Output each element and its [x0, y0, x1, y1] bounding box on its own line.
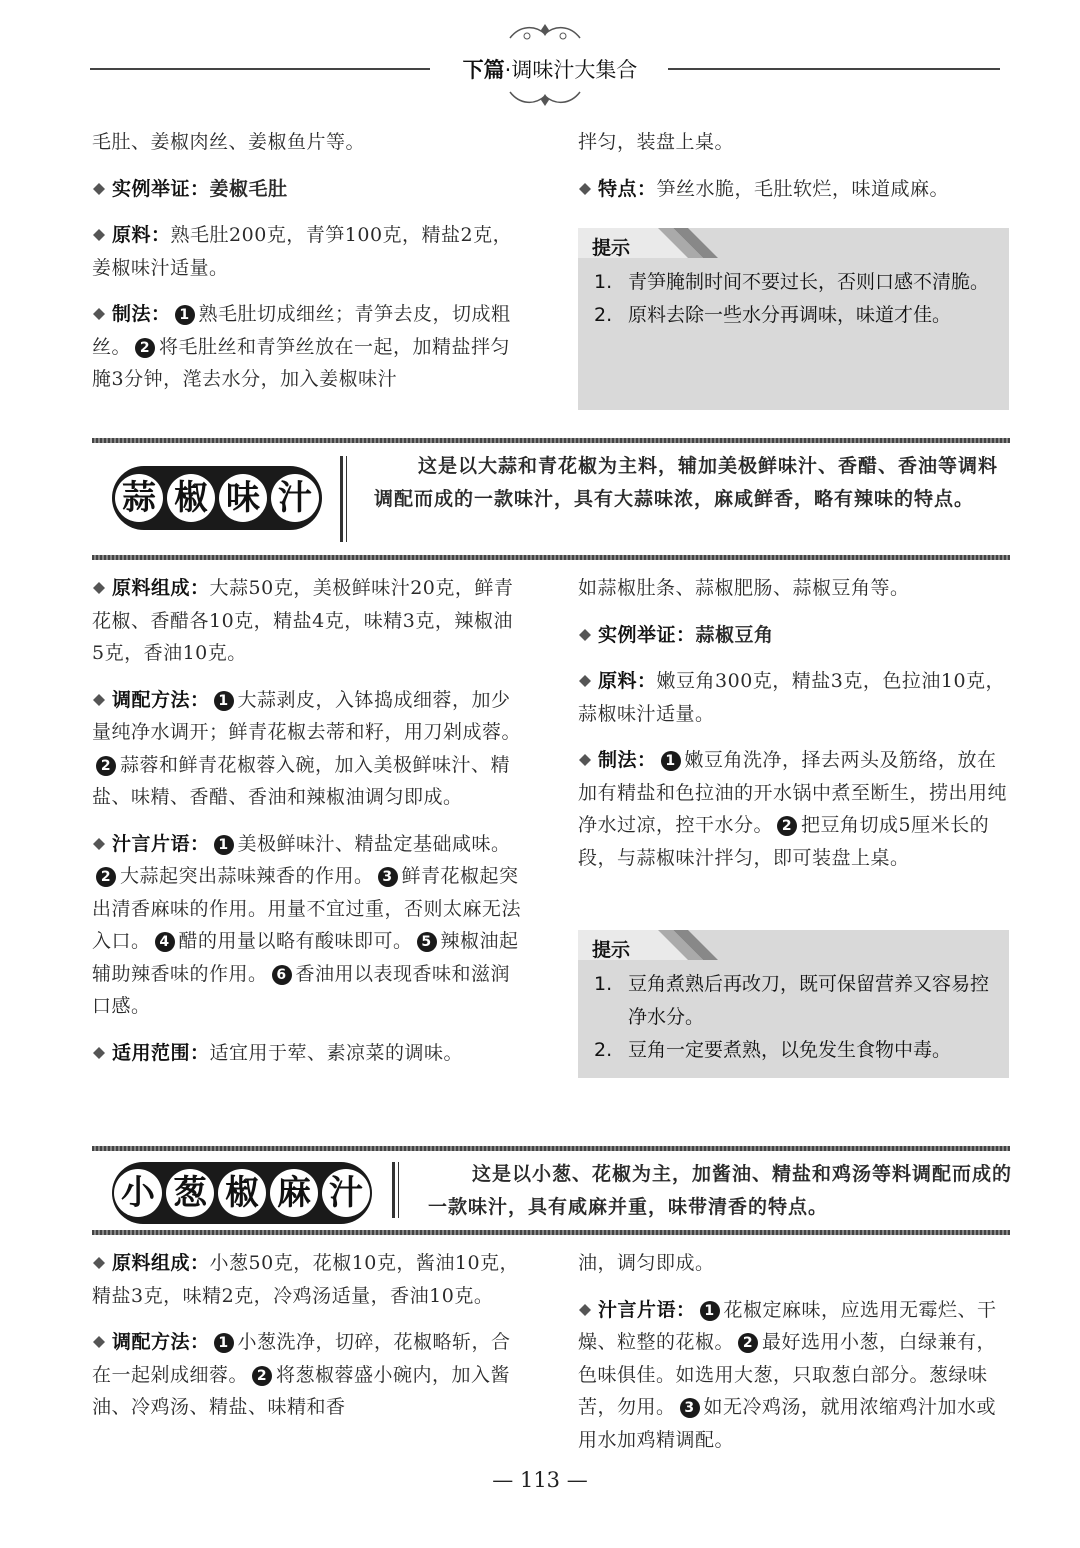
tip-item: [594, 266, 997, 299]
tip-item-number: 1.: [594, 973, 613, 995]
section1-divider: [340, 456, 343, 542]
section1-divider: [346, 456, 347, 542]
text: 蒜椒豆角: [695, 623, 774, 646]
tip-item-text: 青笋腌制时间不要过长，否则口感不清脆。: [628, 271, 990, 293]
section1-right-column: [578, 572, 1010, 888]
text: 如无冷鸡汤，就用浓缩鸡汁加水或用水加鸡精调配。: [578, 1396, 997, 1451]
step-number-2-icon: 2: [96, 756, 116, 776]
text: 拌匀，装盘上桌。: [578, 131, 735, 153]
paragraph: [92, 1037, 524, 1070]
section2-intro: 这是以小葱、花椒为主，加酱油、精盐和鸡汤等料调配而成的一款味汁，具有咸麻并重，味带清香的特点。: [428, 1163, 1013, 1218]
step-number-2-icon: 2: [96, 867, 116, 887]
header-separator: ·: [504, 58, 512, 82]
text: 大蒜剥皮，入钵捣成细蓉，加少量纯净水调开；鲜青花椒去蒂和籽，用刀剁成蓉。: [92, 688, 522, 743]
step-number-3-icon: 3: [378, 867, 398, 887]
label: 实例举证：: [598, 623, 696, 646]
title-char: 葱: [166, 1169, 214, 1217]
paragraph: [578, 619, 1010, 652]
header-series: 下篇: [462, 58, 505, 82]
section1-left-column: [92, 572, 524, 1083]
text: 嫩豆角洗净，择去两头及筋络，放在加有精盐和色拉油的开水锅中煮至断生，捞出用纯净水过凉，控干水分。: [578, 749, 1008, 836]
step-number-3-icon: 3: [680, 1398, 700, 1418]
section2-right-column: [578, 1247, 1010, 1470]
diamond-bullet-icon: [578, 1295, 592, 1309]
section0-left-column: [92, 126, 524, 410]
step-number-1-icon: 1: [700, 1301, 720, 1321]
section2-divider: [392, 1162, 395, 1218]
diamond-bullet-icon: [578, 620, 592, 634]
tip-item-text: 原料去除一些水分再调味，味道才佳。: [628, 304, 952, 326]
step-number-4-icon: 4: [155, 932, 175, 952]
step-number-1-icon: 1: [214, 691, 234, 711]
text: 香油用以表现香味和滋润口感。: [92, 962, 511, 1017]
step-number-1-icon: 1: [661, 751, 681, 771]
diamond-bullet-icon: [578, 666, 592, 680]
text: 油，调匀即成。: [578, 1252, 715, 1274]
running-header: [440, 54, 660, 84]
text: 辣椒油起辅助辣香味的作用。: [92, 930, 519, 985]
step-number-2-icon: 2: [738, 1333, 758, 1353]
header-title: 调味汁大集合: [511, 58, 638, 82]
step-number-1-icon: 1: [175, 305, 195, 325]
diamond-bullet-icon: [92, 174, 106, 188]
tip-item-number: 1.: [594, 271, 613, 293]
label: 汁言片语：: [598, 1298, 696, 1321]
text: 姜椒毛肚: [209, 177, 288, 200]
text: 鲜青花椒起突出清香麻味的作用。用量不宜过重，否则太麻无法入口。: [92, 865, 522, 952]
tip-item-text: 豆角煮熟后再改刀，既可保留营养又容易控净水分。: [628, 973, 990, 1028]
paragraph: [92, 1326, 524, 1424]
header-ornament-bottom: [505, 84, 585, 110]
text: 大蒜起突出蒜味辣香的作用。: [120, 865, 374, 887]
diamond-bullet-icon: [578, 174, 592, 188]
diamond-bullet-icon: [92, 299, 106, 313]
text: 熟毛肚200克，青笋100克，精盐2克，姜椒味汁适量。: [92, 224, 513, 279]
text: 美极鲜味汁、精盐定基础咸味。: [237, 832, 511, 855]
title-char: 小: [114, 1169, 162, 1217]
step-number-5-icon: 5: [417, 932, 437, 952]
tip-title: 提示: [592, 237, 631, 259]
label: 调配方法：: [112, 688, 210, 711]
paragraph: [578, 572, 1010, 605]
section1-intro: 这是以大蒜和青花椒为主料，辅加美极鲜味汁、香醋、香油等调料调配而成的一款味汁，具有大蒜味浓，麻咸鲜香，略有辣味的特点。: [374, 455, 999, 510]
section2-left-column: [92, 1247, 524, 1438]
tip-box: [578, 930, 1009, 1078]
diamond-bullet-icon: [92, 220, 106, 234]
step-number-2-icon: 2: [777, 816, 797, 836]
paragraph: [92, 572, 524, 670]
step-number-2-icon: 2: [252, 1366, 272, 1386]
header-ornament-top: [505, 20, 585, 46]
paragraph: [92, 298, 524, 396]
text: 小葱洗净，切碎，花椒略斩，合在一起剁成细蓉。: [92, 1331, 511, 1386]
paragraph: [92, 126, 524, 159]
tip-item: [594, 299, 997, 332]
header-line-left: [90, 68, 430, 70]
text: 蒜蓉和鲜青花椒蓉入碗，加入美极鲜味汁、精盐、味精、香醋、香油和辣椒油调匀即成。: [92, 753, 511, 808]
tip-item: [594, 1034, 997, 1067]
tip-list: [594, 968, 997, 1067]
label: 调配方法：: [112, 1331, 210, 1353]
text: 大蒜50克，美极鲜味汁20克，鲜青花椒、香醋各10克，精盐4克，味精3克，辣椒油5克，香油10克。: [92, 577, 514, 664]
tip-item-number: 2.: [594, 304, 613, 326]
text: 毛肚、姜椒肉丝、姜椒鱼片等。: [92, 131, 366, 153]
section2-bottom-rule: [92, 1230, 1010, 1235]
step-number-1-icon: 1: [214, 835, 234, 855]
title-char: 味: [219, 474, 267, 522]
label: 原料：: [598, 670, 657, 692]
diamond-bullet-icon: [92, 573, 106, 587]
text: 最好选用小葱，白绿兼有，色味俱佳。如选用大葱，只取葱白部分。葱绿味苦，勿用。: [578, 1331, 997, 1418]
title-char: 麻: [270, 1169, 318, 1217]
title-char: 蒜: [115, 474, 163, 522]
text: 笋丝水脆，毛肚软烂，味道咸麻。: [656, 177, 950, 200]
title-char: 汁: [271, 474, 319, 522]
diamond-bullet-icon: [578, 745, 592, 759]
tip-title: 提示: [592, 939, 631, 961]
diamond-bullet-icon: [92, 1327, 106, 1341]
paragraph: [92, 1247, 524, 1312]
tip-list: [594, 266, 997, 332]
label: 原料：: [112, 224, 171, 246]
step-number-1-icon: 1: [214, 1333, 234, 1353]
section2-divider: [398, 1162, 399, 1218]
paragraph: [578, 126, 1010, 159]
section2-top-rule: [92, 1146, 1010, 1151]
step-number-2-icon: 2: [135, 338, 155, 358]
label: 特点：: [598, 177, 657, 200]
label: 实例举证：: [112, 177, 210, 200]
section1-top-rule: [92, 438, 1010, 443]
section0-right-column: [578, 126, 1010, 219]
section1-bottom-rule: [92, 555, 1010, 560]
tip-item: [594, 968, 997, 1034]
paragraph: [92, 684, 524, 814]
label: 汁言片语：: [112, 832, 210, 855]
text: 把豆角切成5厘米长的段，与蒜椒味汁拌匀，即可装盘上桌。: [578, 814, 990, 869]
paragraph: [578, 1294, 1010, 1457]
paragraph: [92, 828, 524, 1023]
section1-title-badge: [112, 466, 322, 530]
text: 嫩豆角300克，精盐3克，色拉油10克，蒜椒味汁适量。: [578, 670, 1006, 725]
label: 制法：: [598, 749, 657, 771]
label: 制法：: [112, 303, 171, 325]
title-char: 椒: [218, 1169, 266, 1217]
step-number-6-icon: 6: [272, 965, 292, 985]
paragraph: [578, 1247, 1010, 1280]
paragraph: [578, 665, 1010, 730]
label: 适用范围：: [112, 1041, 210, 1064]
text: 醋的用量以略有酸味即可。: [178, 930, 413, 952]
text: 将毛肚丝和青笋丝放在一起，加精盐拌匀腌3分钟，滗去水分，加入姜椒味汁: [92, 335, 511, 390]
tip-item-number: 2.: [594, 1039, 613, 1061]
text: 小葱50克，花椒10克，酱油10克，精盐3克，味精2克，冷鸡汤适量，香油10克。: [92, 1252, 520, 1307]
text: 如蒜椒肚条、蒜椒肥肠、蒜椒豆角等。: [578, 577, 910, 599]
title-char: 椒: [167, 474, 215, 522]
paragraph: [578, 744, 1010, 874]
tip-box: [578, 228, 1009, 410]
tip-item-text: 豆角一定要煮熟，以免发生食物中毒。: [628, 1039, 952, 1061]
header-line-right: [668, 68, 1000, 70]
diamond-bullet-icon: [92, 685, 106, 699]
paragraph: [578, 173, 1010, 206]
page-number: — 113 —: [492, 1468, 588, 1492]
text: 熟毛肚切成细丝；青笋去皮，切成粗丝。: [92, 303, 511, 358]
diamond-bullet-icon: [92, 1038, 106, 1052]
title-char: 汁: [322, 1169, 370, 1217]
text: 将葱椒蓉盛小碗内，加入酱油、冷鸡汤、精盐、味精和香: [92, 1363, 511, 1418]
paragraph: [92, 219, 524, 284]
label: 原料组成：: [112, 577, 210, 599]
diamond-bullet-icon: [92, 829, 106, 843]
label: 原料组成：: [112, 1252, 210, 1274]
section2-title-badge: [112, 1162, 372, 1224]
text: 适宜用于荤、素凉菜的调味。: [209, 1041, 464, 1064]
paragraph: [92, 173, 524, 206]
diamond-bullet-icon: [92, 1248, 106, 1262]
text: 花椒定麻味，应选用无霉烂、干燥、粒整的花椒。: [578, 1298, 997, 1353]
